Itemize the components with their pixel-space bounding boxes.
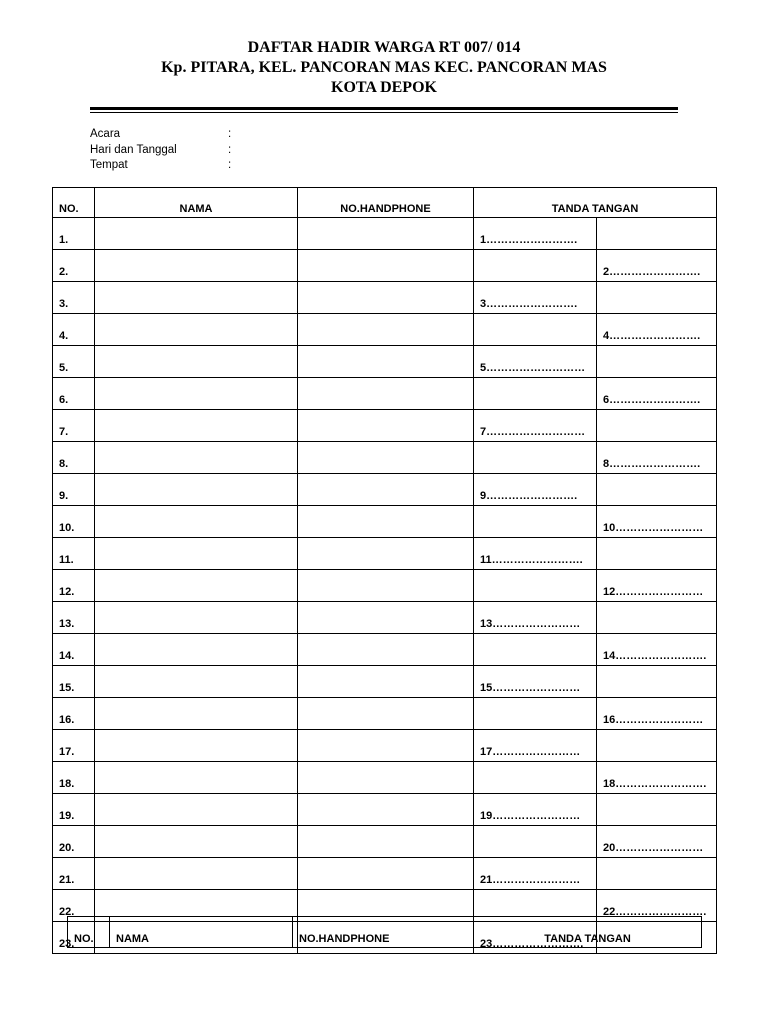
signature-cell-right <box>597 474 717 506</box>
nama-cell[interactable] <box>95 794 298 826</box>
signature-cell-left <box>474 826 597 858</box>
signature-cell-left <box>474 634 597 666</box>
signature-cell-left[interactable]: 19…………………… <box>474 794 597 826</box>
signature-cell-right <box>597 794 717 826</box>
signature-cell-right[interactable]: 8……………………. <box>597 442 717 474</box>
phone-cell[interactable] <box>298 506 474 538</box>
row-number: 16. <box>53 698 95 730</box>
phone-cell[interactable] <box>298 762 474 794</box>
table-header-row <box>68 917 702 948</box>
row-number: 23. <box>53 922 95 954</box>
nama-cell[interactable] <box>95 602 298 634</box>
meta-acara <box>90 126 231 142</box>
header-divider-thick <box>90 107 678 110</box>
nama-cell[interactable] <box>95 634 298 666</box>
signature-cell-right[interactable]: 16…………………… <box>597 698 717 730</box>
row-number: 4. <box>53 314 95 346</box>
table-row <box>53 346 717 378</box>
signature-cell-left[interactable]: 3……………………. <box>474 282 597 314</box>
phone-cell[interactable] <box>298 282 474 314</box>
signature-cell-right <box>597 730 717 762</box>
header-phone: NO.HANDPHONE <box>293 917 474 948</box>
nama-cell[interactable] <box>95 282 298 314</box>
row-number: 14. <box>53 634 95 666</box>
meta-tempat <box>90 157 231 173</box>
phone-cell[interactable] <box>298 346 474 378</box>
nama-cell[interactable] <box>95 474 298 506</box>
row-number: 15. <box>53 666 95 698</box>
table-row <box>53 570 717 602</box>
phone-cell[interactable] <box>298 314 474 346</box>
nama-cell[interactable] <box>95 730 298 762</box>
row-number: 2. <box>53 250 95 282</box>
title-line-1: DAFTAR HADIR WARGA RT 007/ 014 <box>247 39 521 56</box>
row-number: 20. <box>53 826 95 858</box>
table-row <box>53 314 717 346</box>
title-line-3: KOTA DEPOK <box>331 79 437 96</box>
meta-hari-tanggal <box>90 142 231 158</box>
signature-cell-right[interactable]: 2……………………. <box>597 250 717 282</box>
signature-cell-left <box>474 698 597 730</box>
signature-cell-right[interactable]: 6……………………. <box>597 378 717 410</box>
nama-cell[interactable] <box>95 698 298 730</box>
nama-cell[interactable] <box>95 826 298 858</box>
phone-cell[interactable] <box>298 698 474 730</box>
table-row <box>53 250 717 282</box>
signature-cell-right[interactable]: 12…………………… <box>597 570 717 602</box>
table-row <box>53 666 717 698</box>
signature-cell-right[interactable]: 14……………………. <box>597 634 717 666</box>
phone-cell[interactable] <box>298 826 474 858</box>
nama-cell[interactable] <box>95 442 298 474</box>
attendance-table <box>52 187 717 954</box>
header-divider-thin <box>90 112 678 113</box>
nama-cell[interactable] <box>95 250 298 282</box>
signature-cell-left <box>474 250 597 282</box>
meta-label: Acara <box>90 128 121 140</box>
signature-cell-left <box>474 442 597 474</box>
phone-cell[interactable] <box>298 378 474 410</box>
row-number: 3. <box>53 282 95 314</box>
phone-cell[interactable] <box>298 474 474 506</box>
table-row <box>53 282 717 314</box>
nama-cell[interactable] <box>95 858 298 890</box>
row-number: 17. <box>53 730 95 762</box>
table-row <box>53 634 717 666</box>
meta-colon: : <box>228 159 232 171</box>
row-number: 9. <box>53 474 95 506</box>
title-line-2: Kp. PITARA, KEL. PANCORAN MAS KEC. PANCORAN MAS <box>161 59 607 76</box>
nama-cell[interactable] <box>95 762 298 794</box>
row-number: 22. <box>53 890 95 922</box>
signature-cell-right[interactable]: 20…………………… <box>597 826 717 858</box>
row-number: 6. <box>53 378 95 410</box>
phone-cell[interactable] <box>298 538 474 570</box>
signature-cell-right[interactable]: 4……………………. <box>597 314 717 346</box>
table-row <box>53 826 717 858</box>
nama-cell[interactable] <box>95 506 298 538</box>
meta-colon: : <box>228 128 232 140</box>
signature-cell-left <box>474 570 597 602</box>
phone-cell[interactable] <box>298 602 474 634</box>
phone-cell[interactable] <box>298 666 474 698</box>
row-number: 5. <box>53 346 95 378</box>
header-no: NO. <box>53 188 95 218</box>
row-number: 8. <box>53 442 95 474</box>
meta-label: Hari dan Tanggal <box>90 144 177 156</box>
table-row <box>53 762 717 794</box>
signature-cell-right <box>597 858 717 890</box>
table-row <box>53 442 717 474</box>
row-number: 1. <box>53 218 95 250</box>
phone-cell[interactable] <box>298 218 474 250</box>
signature-cell-left[interactable]: 21…………………… <box>474 858 597 890</box>
signature-cell-right <box>597 346 717 378</box>
signature-cell-left[interactable]: 11……………………. <box>474 538 597 570</box>
signature-cell-left[interactable]: 5……………………… <box>474 346 597 378</box>
phone-cell[interactable] <box>298 570 474 602</box>
table-header-row <box>53 188 717 218</box>
table-row <box>53 730 717 762</box>
table-row <box>53 602 717 634</box>
signature-cell-left[interactable]: 23……………………. <box>474 922 597 954</box>
meta-label: Tempat <box>90 159 128 171</box>
signature-cell-right[interactable]: 10…………………… <box>597 506 717 538</box>
phone-cell[interactable] <box>298 250 474 282</box>
signature-cell-right <box>597 282 717 314</box>
row-number: 11. <box>53 538 95 570</box>
table-row <box>53 538 717 570</box>
header-phone: NO.HANDPHONE <box>298 188 474 218</box>
header-nama: NAMA <box>110 917 293 948</box>
row-number: 21. <box>53 858 95 890</box>
nama-cell[interactable] <box>95 218 298 250</box>
phone-cell[interactable] <box>298 442 474 474</box>
table-row <box>53 858 717 890</box>
row-number: 10. <box>53 506 95 538</box>
meta-colon: : <box>228 144 232 156</box>
attendance-table-page-2 <box>67 916 702 948</box>
signature-cell-right[interactable]: 18……………………. <box>597 762 717 794</box>
table-row <box>53 378 717 410</box>
row-number: 19. <box>53 794 95 826</box>
signature-cell-right <box>597 218 717 250</box>
signature-cell-right <box>597 602 717 634</box>
signature-cell-left <box>474 378 597 410</box>
signature-cell-left <box>474 506 597 538</box>
signature-cell-left[interactable]: 1……………………. <box>474 218 597 250</box>
phone-cell[interactable] <box>298 794 474 826</box>
table-row <box>53 794 717 826</box>
row-number: 18. <box>53 762 95 794</box>
nama-cell[interactable] <box>95 538 298 570</box>
row-number: 7. <box>53 410 95 442</box>
phone-cell[interactable] <box>298 858 474 890</box>
header-nama: NAMA <box>95 188 298 218</box>
nama-cell[interactable] <box>95 346 298 378</box>
phone-cell[interactable] <box>298 410 474 442</box>
signature-cell-left[interactable]: 9……………………. <box>474 474 597 506</box>
nama-cell[interactable] <box>95 410 298 442</box>
signature-cell-right <box>597 410 717 442</box>
phone-cell[interactable] <box>298 634 474 666</box>
header-signature: TANDA TANGAN <box>474 917 702 948</box>
row-number: 12. <box>53 570 95 602</box>
row-number: 13. <box>53 602 95 634</box>
signature-cell-left[interactable]: 13…………………… <box>474 602 597 634</box>
signature-cell-left <box>474 314 597 346</box>
nama-cell[interactable] <box>95 666 298 698</box>
signature-cell-right <box>597 666 717 698</box>
signature-cell-left[interactable]: 7……………………… <box>474 410 597 442</box>
table-row <box>53 410 717 442</box>
table-row <box>53 698 717 730</box>
signature-cell-right <box>597 538 717 570</box>
header-signature: TANDA TANGAN <box>474 188 717 218</box>
nama-cell[interactable] <box>95 570 298 602</box>
signature-cell-left[interactable]: 17…………………… <box>474 730 597 762</box>
table-row <box>53 218 717 250</box>
table-row <box>53 506 717 538</box>
header-no: NO. <box>68 917 110 948</box>
signature-cell-right[interactable]: 22……………………. <box>597 890 717 922</box>
table-row <box>53 474 717 506</box>
phone-cell[interactable] <box>298 730 474 762</box>
signature-cell-left[interactable]: 15…………………… <box>474 666 597 698</box>
nama-cell[interactable] <box>95 314 298 346</box>
signature-cell-left <box>474 762 597 794</box>
nama-cell[interactable] <box>95 378 298 410</box>
